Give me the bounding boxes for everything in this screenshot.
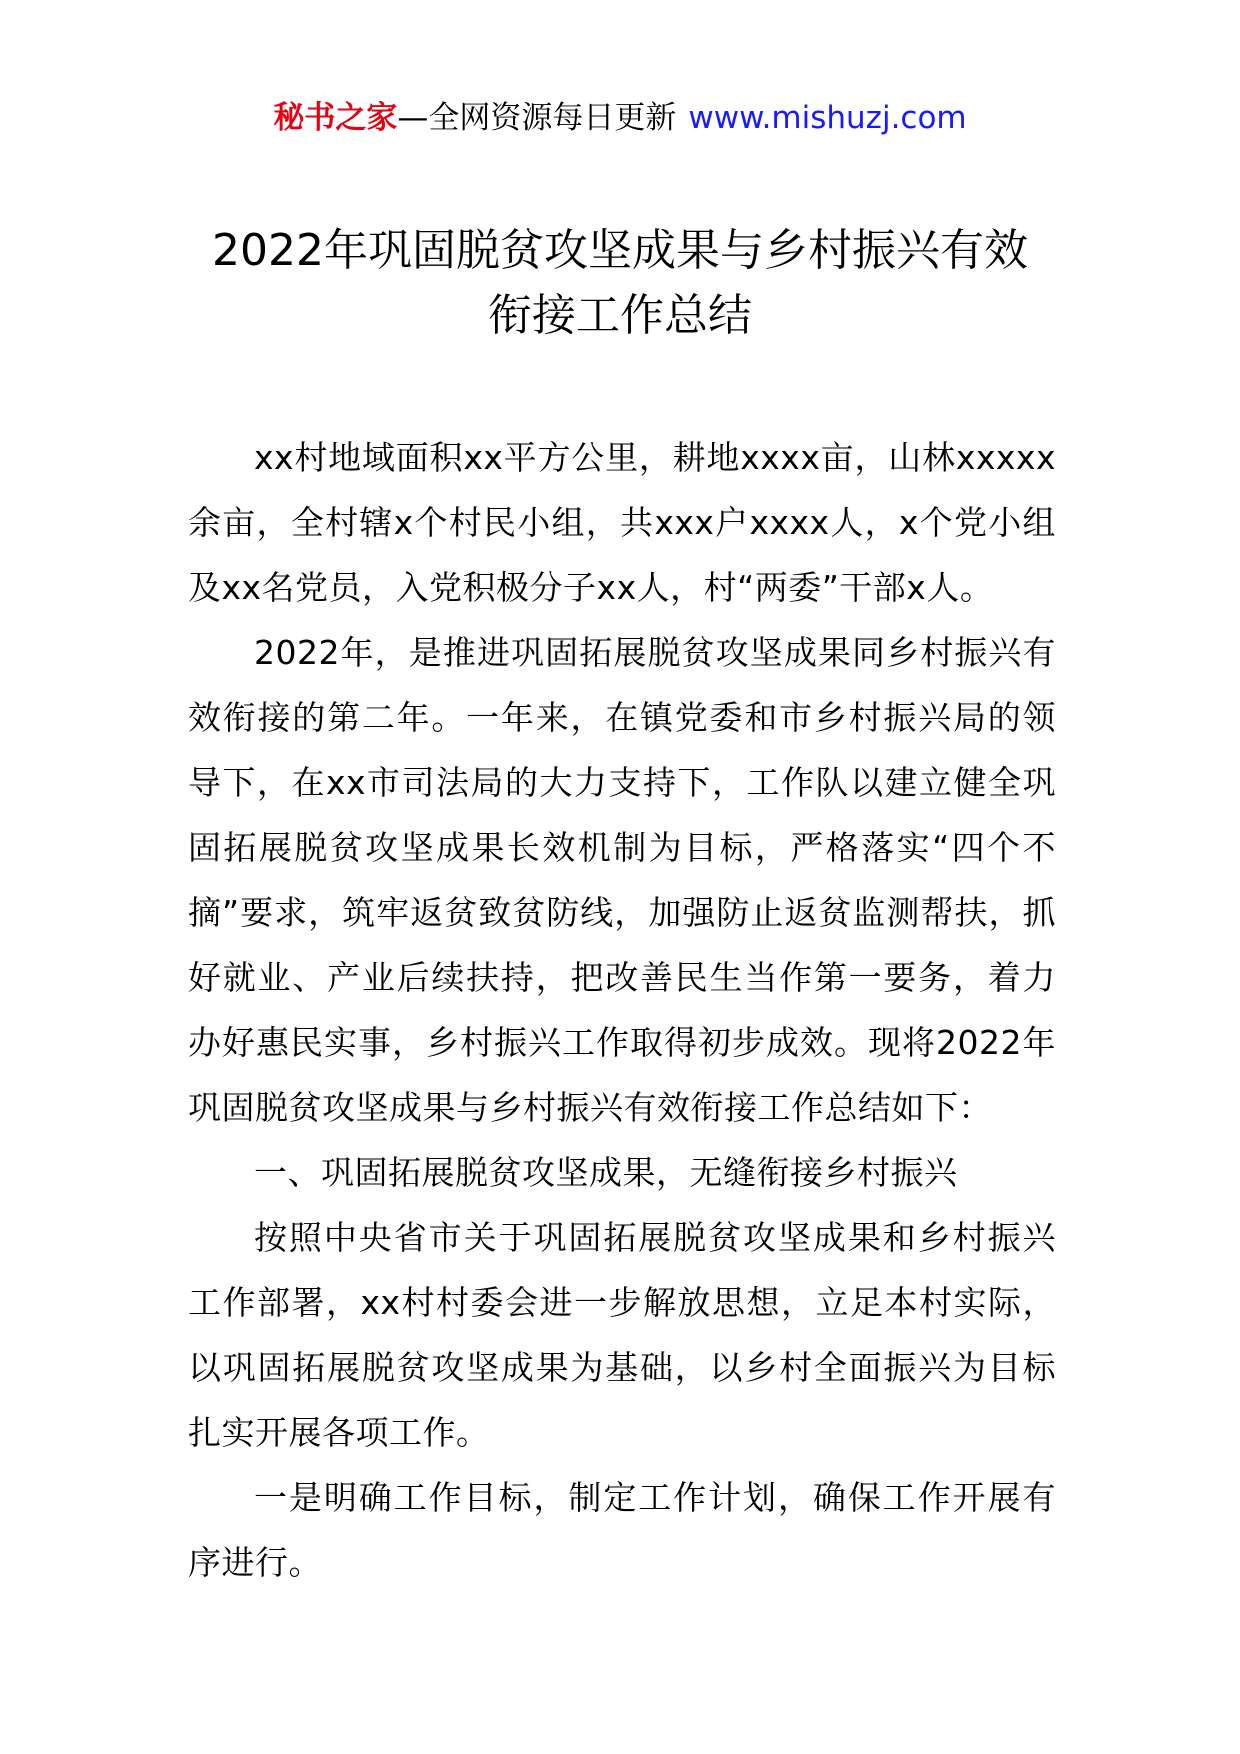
- site-url-link[interactable]: www.mishuzj.com: [688, 100, 967, 136]
- document-title: [150, 218, 1090, 348]
- document-title-line-1: 2022年巩固脱贫攻坚成果与乡村振兴有效: [212, 225, 1028, 276]
- paragraph-annual-summary: 2022年，是推进巩固拓展脱贫攻坚成果同乡村振兴有效衔接的第二年。一年来，在镇党委和市乡村振兴局的领导下，在xx市司法局的大力支持下，工作队以建立健全巩固拓展脱贫攻坚成果长效机制为目标，严格落实“四个不摘”要求，筑牢返贫致贫防线，加强防止返贫监测帮扶，抓好就业、产业后续扶持，把改善民生当作第一要务，着力办好惠民实事，乡村振兴工作取得初步成效。现将2022年巩固脱贫攻坚成果与乡村振兴有效衔接工作总结如下：: [188, 633, 1056, 1127]
- section-heading-1: 一、巩固拓展脱贫攻坚成果，无缝衔接乡村振兴: [254, 1153, 958, 1192]
- header-slogan: —全网资源每日更新: [397, 100, 677, 136]
- document-body: [188, 425, 1056, 1595]
- site-header: [0, 96, 1240, 140]
- document-title-line-2: 衔接工作总结: [488, 290, 752, 341]
- paragraph-work-deployment: 按照中央省市关于巩固拓展脱贫攻坚成果和乡村振兴工作部署，xx村村委会进一步解放思想，立足本村实际，以巩固拓展脱贫攻坚成果为基础，以乡村全面振兴为目标扎实开展各项工作。: [188, 1218, 1056, 1452]
- paragraph-first-point: 一是明确工作目标，制定工作计划，确保工作开展有序进行。: [188, 1478, 1056, 1582]
- brand-name: 秘书之家: [273, 100, 398, 136]
- paragraph-village-overview: xx村地域面积xx平方公里，耕地xxxx亩，山林xxxxx余亩，全村辖x个村民小组，共xxx户xxxx人，x个党小组及xx名党员，入党积极分子xx人，村“两委”干部x人。: [188, 438, 1056, 607]
